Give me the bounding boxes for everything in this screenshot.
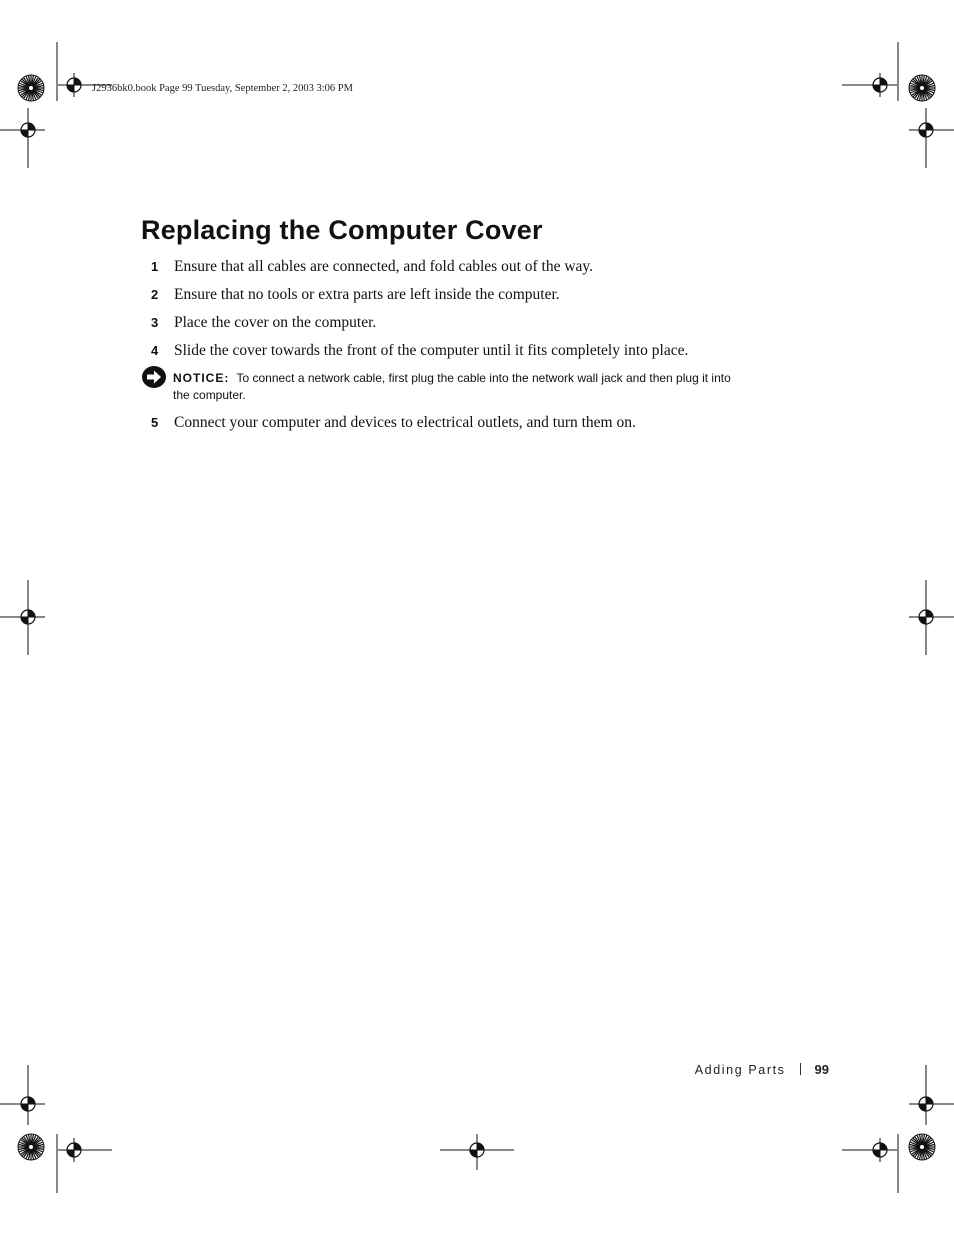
page-title: Replacing the Computer Cover [141, 215, 543, 245]
registration-mark-icon [62, 73, 86, 97]
registration-mark-icon [16, 605, 40, 629]
registration-mark-icon [868, 73, 892, 97]
step-number: 3 [151, 315, 159, 330]
registration-mark-icon [914, 605, 938, 629]
step-number: 5 [151, 415, 159, 430]
footer-section-name: Adding Parts [694, 1063, 786, 1077]
step-number: 2 [151, 287, 159, 302]
step-number: 4 [151, 343, 159, 358]
page-footer [695, 1062, 829, 1077]
step-text: Place the cover on the computer. [174, 314, 377, 331]
notice-label: NOTICE: [173, 371, 230, 385]
step-text: Ensure that all cables are connected, and fold cables out of the way. [174, 258, 594, 275]
print-slug: J2936bk0.book Page 99 Tuesday, September 2, 2003 3:06 PM [92, 83, 353, 94]
starburst-target-icon [18, 1134, 44, 1160]
starburst-target-icon [18, 75, 44, 101]
registration-mark-icon [465, 1138, 489, 1162]
step-text: Ensure that no tools or extra parts are left inside the computer. [174, 286, 560, 303]
registration-mark-icon [868, 1138, 892, 1162]
notice-arrow-icon [141, 365, 167, 389]
registration-mark-icon [914, 118, 938, 142]
registration-mark-icon [62, 1138, 86, 1162]
notice-text-block [173, 370, 733, 404]
registration-mark-icon [914, 1092, 938, 1116]
starburst-target-icon [909, 75, 935, 101]
registration-mark-icon [16, 1092, 40, 1116]
registration-mark-icon [16, 118, 40, 142]
step-number: 1 [151, 259, 159, 274]
notice-text: To connect a network cable, first plug the cable into the network wall jack and then plug it into the computer. [173, 371, 731, 402]
footer-separator [800, 1063, 801, 1075]
starburst-target-icon [909, 1134, 935, 1160]
page-number: 99 [814, 1062, 829, 1077]
step-text: Connect your computer and devices to electrical outlets, and turn them on. [174, 414, 636, 431]
step-text: Slide the cover towards the front of the computer until it fits completely into place. [174, 342, 689, 359]
